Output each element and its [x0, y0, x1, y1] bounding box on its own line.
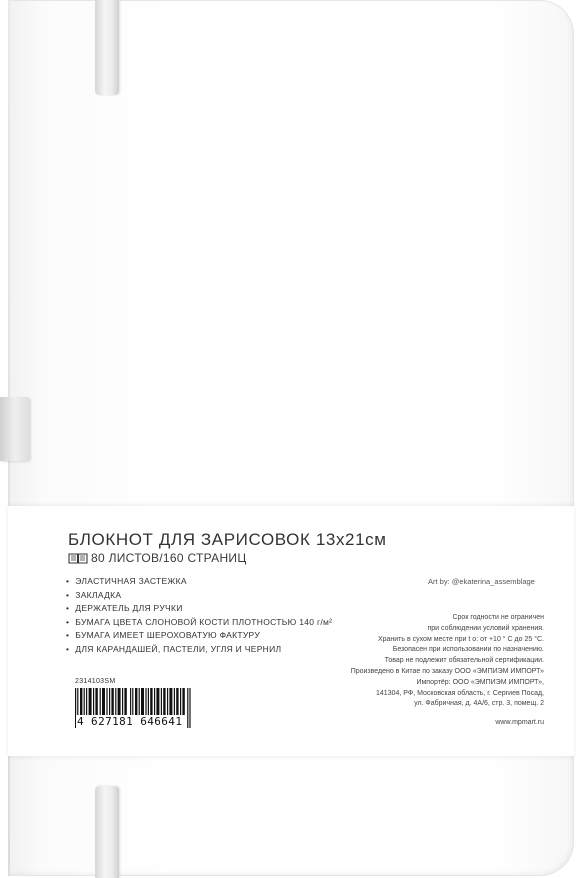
- legal-line: ул. Фабричная, д. 4А/6, стр. 3, помещ. 2: [414, 700, 544, 708]
- feature-item: • БУМАГА ЦВЕТА СЛОНОВОЙ КОСТИ ПЛОТНОСТЬЮ 140 г/м²: [66, 616, 332, 630]
- legal-info: [351, 613, 544, 710]
- legal-line: Безопасен при использовании по назначению.: [392, 646, 544, 654]
- product-subtitle: [68, 551, 247, 565]
- legal-line: Хранить в сухом месте при t o: от +10 ° C до 25 °C.: [377, 635, 544, 643]
- feature-list: [66, 575, 332, 657]
- feature-item: • ДЛЯ КАРАНДАШЕЙ, ПАСТЕЛИ, УГЛЯ И ЧЕРНИЛ: [66, 643, 332, 657]
- sku-code: 2314103SM: [75, 678, 116, 685]
- legal-line: 141304, РФ, Московская область, г. Сергиев Посад,: [376, 689, 544, 697]
- feature-item: • ЗАКЛАДКА: [66, 589, 332, 603]
- open-book-icon: [68, 552, 88, 564]
- legal-line: Срок годности не ограничен: [452, 614, 544, 621]
- legal-line: Импортёр: ООО «ЭМПИЭМ ИМПОРТ»,: [416, 678, 544, 686]
- sheet-count-label: 80 ЛИСТОВ/160 СТРАНИЦ: [91, 551, 247, 565]
- elastic-band-top: [95, 0, 119, 95]
- art-credit: Art by: @ekaterina_assemblage: [428, 577, 535, 586]
- website-url: www.mpmart.ru: [495, 719, 544, 726]
- legal-line: Произведено в Китае по заказу ООО «ЭМПИЭМ ИМПОРТ»: [350, 667, 544, 675]
- elastic-band-bottom: [95, 786, 119, 878]
- feature-item: • ДЕРЖАТЕЛЬ ДЛЯ РУЧКИ: [66, 602, 332, 616]
- legal-line: Товар не подлежит обязательной сертификации.: [384, 657, 544, 665]
- feature-item: • БУМАГА ИМЕЕТ ШЕРОХОВАТУЮ ФАКТУРУ: [66, 629, 332, 643]
- product-title: БЛОКНОТ ДЛЯ ЗАРИСОВОК 13x21см: [68, 530, 387, 549]
- barcode-number: 4 627181 646641: [77, 715, 183, 728]
- feature-item: • ЭЛАСТИЧНАЯ ЗАСТЕЖКА: [66, 575, 332, 589]
- pen-holder-loop: [0, 397, 30, 461]
- legal-line: при соблюдении условий хранения.: [427, 624, 544, 632]
